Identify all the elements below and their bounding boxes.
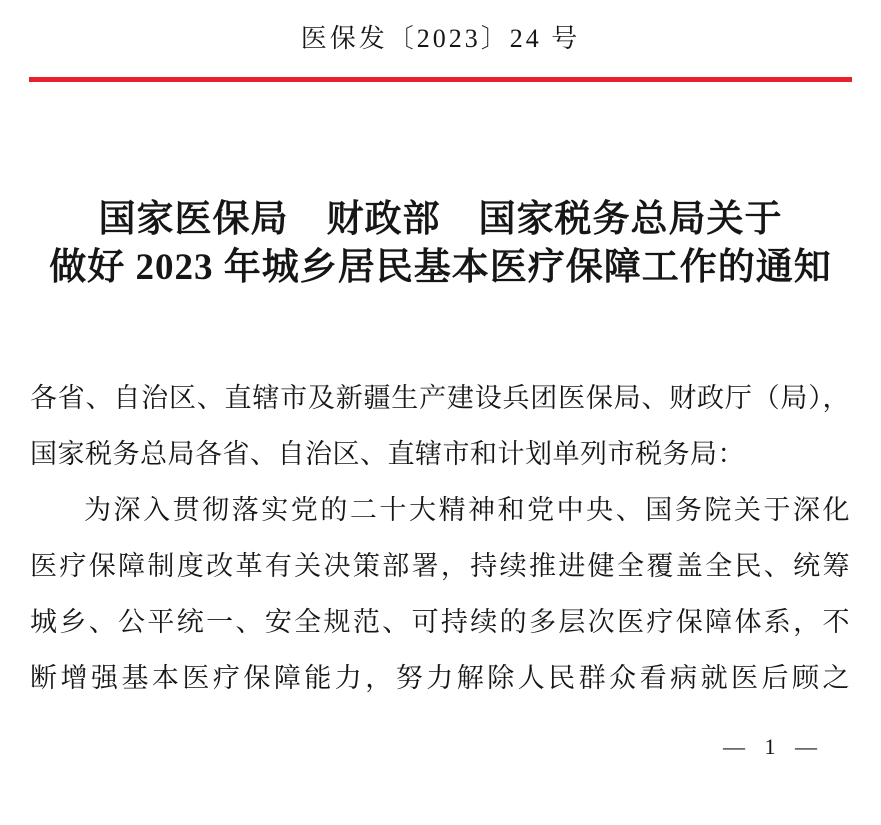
red-divider-line bbox=[29, 77, 852, 82]
recipients-line-1: 各省、自治区、直辖市及新疆生产建设兵团医保局、财政厅（局）， bbox=[30, 383, 850, 413]
body-paragraph-line-2: 医疗保障制度改革有关决策部署，持续推进健全覆盖全民、统筹 bbox=[30, 551, 850, 581]
document-title bbox=[0, 196, 881, 292]
body-paragraph-line-4: 断增强基本医疗保障能力，努力解除人民群众看病就医后顾之 bbox=[30, 663, 850, 693]
title-line-2: 做好 2023 年城乡居民基本医疗保障工作的通知 bbox=[49, 247, 832, 288]
title-line-1: 国家医保局 财政部 国家税务总局关于 bbox=[98, 199, 783, 240]
recipients-line-2: 国家税务总局各省、自治区、直辖市和计划单列市税务局： bbox=[30, 439, 745, 469]
body-paragraph-line-3: 城乡、公平统一、安全规范、可持续的多层次医疗保障体系，不 bbox=[30, 607, 850, 637]
doc-number: 医保发〔2023〕24 号 bbox=[300, 24, 581, 53]
body-paragraph-line-1: 为深入贯彻落实党的二十大精神和党中央、国务院关于深化 bbox=[84, 495, 850, 525]
page-number: — 1 — bbox=[723, 734, 817, 759]
document-body bbox=[30, 370, 850, 706]
